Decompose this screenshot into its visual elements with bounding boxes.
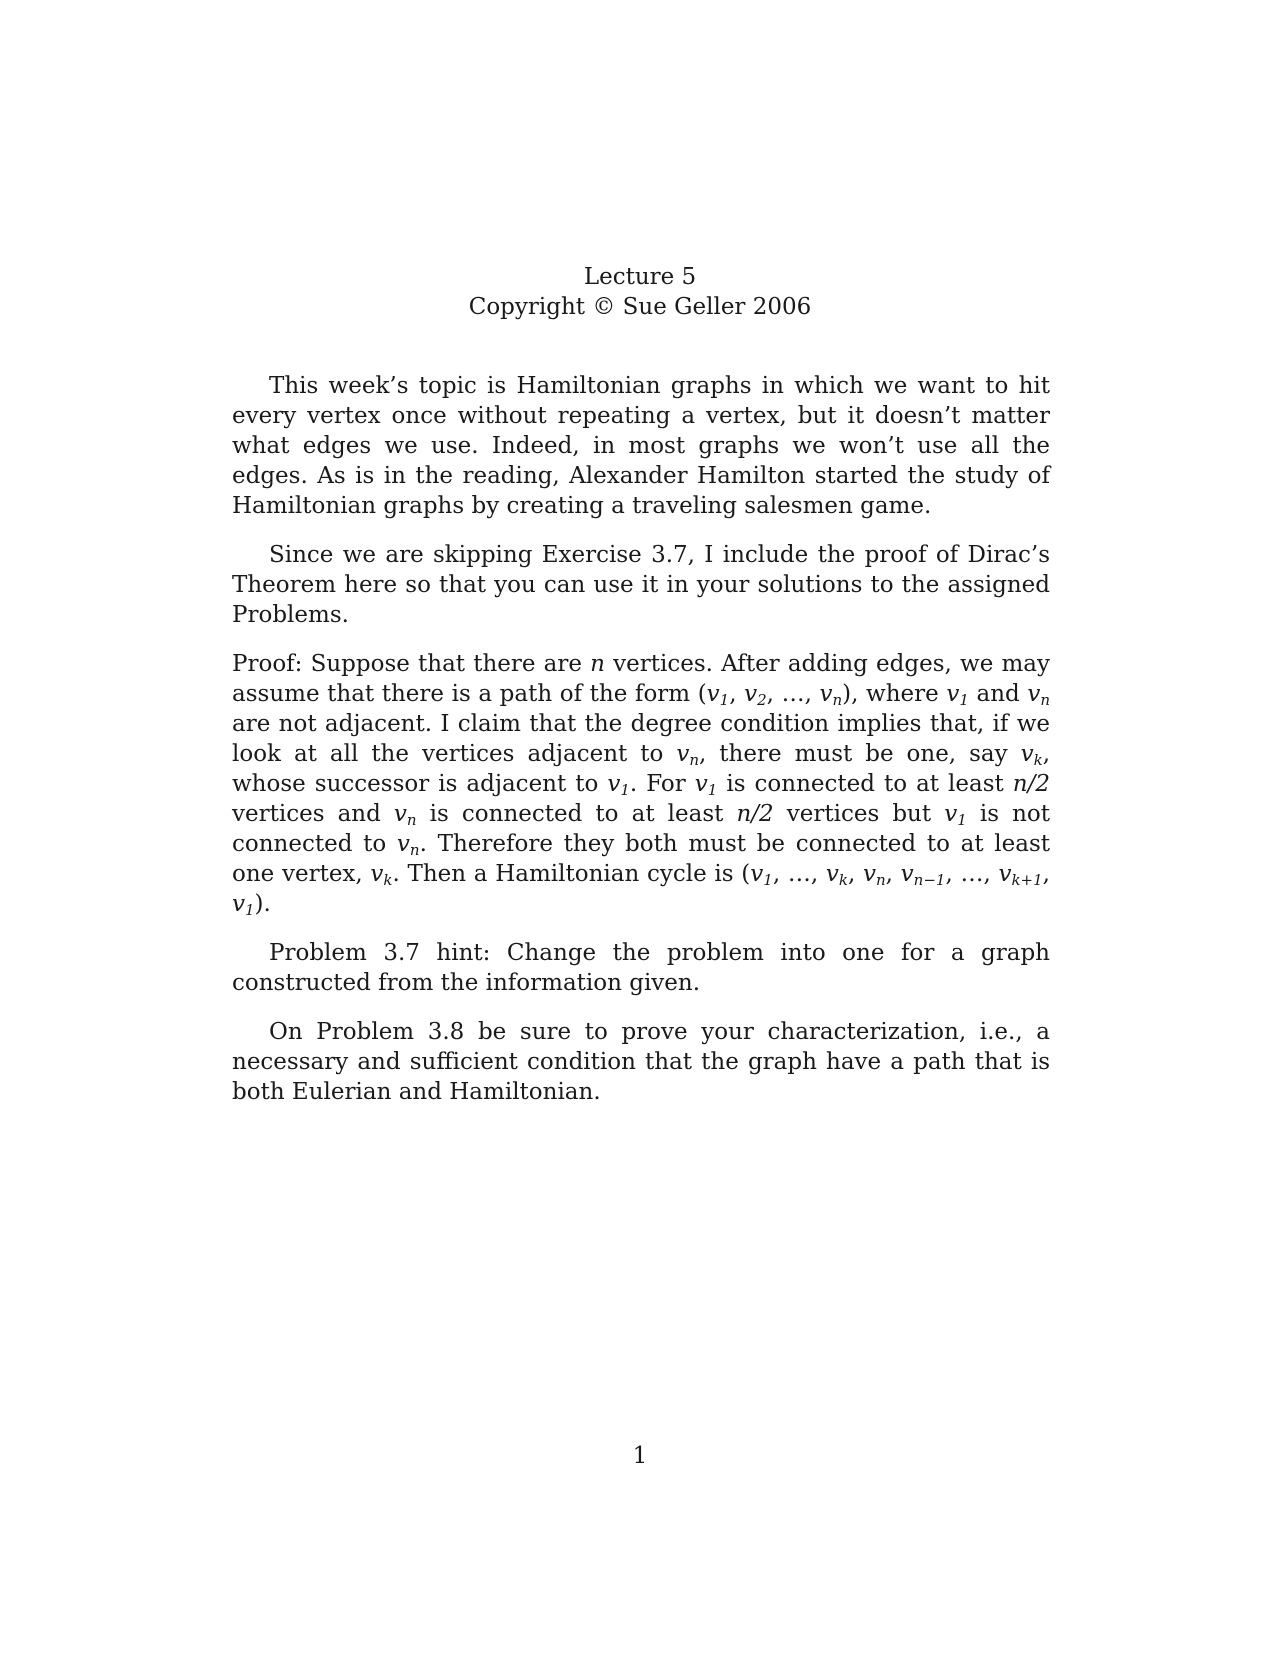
paragraph-problem-3-8: On Problem 3.8 be sure to prove your characterization, i.e., a necessary and sufficient condition that the graph have a path that is both Eulerian and Hamiltonian. — [232, 1019, 1050, 1105]
page-number: 1 — [632, 1443, 648, 1469]
body-text — [232, 371, 1050, 1126]
paragraph-proof: Proof: Suppose that there are n vertices. After adding edges, we may assume that there is a path of the form ($v_1$, $v_2$, …, $v_n$), where $v_1$ and $v_n$ are not adjacent. I claim that the degree condition implies that, if we look at all the vertices adjacent to $v_n$, there must be one, say $v_k$, whose successor is adjacent to $v_1$. For $v_1$ is connected to at least n/2 vertices and $v_n$ is connected to at least n/2 vertices but $v_1$ is not connected to $v_n$. Therefore they both must be connected to at least one vertex, $v_k$. Then a Hamiltonian cycle is ($v_1$, …, $v_k$, $v_n$, $v_{n-1}$, …, $v_{k+1}$, $v_1$). — [232, 651, 1051, 919]
paragraph-dirac: Since we are skipping Exercise 3.7, I include the proof of Dirac’s Theorem here so that you can use it in your solutions to the assigned Problems. — [232, 542, 1050, 628]
title-block — [0, 262, 1280, 322]
copyright-line: Copyright © Sue Geller 2006 — [468, 294, 812, 320]
paragraph-problem-3-7-hint: Problem 3.7 hint: Change the problem into one for a graph constructed from the information given. — [232, 940, 1050, 996]
paragraph-intro: This week’s topic is Hamiltonian graphs in which we want to hit every vertex once without repeating a vertex, but it doesn’t matter what edges we use. Indeed, in most graphs we won’t use all the edges. As is in the reading, Alexander Hamilton started the study of Hamiltonian graphs by creating a traveling salesmen game. — [232, 373, 1050, 519]
lecture-title: Lecture 5 — [583, 264, 697, 290]
